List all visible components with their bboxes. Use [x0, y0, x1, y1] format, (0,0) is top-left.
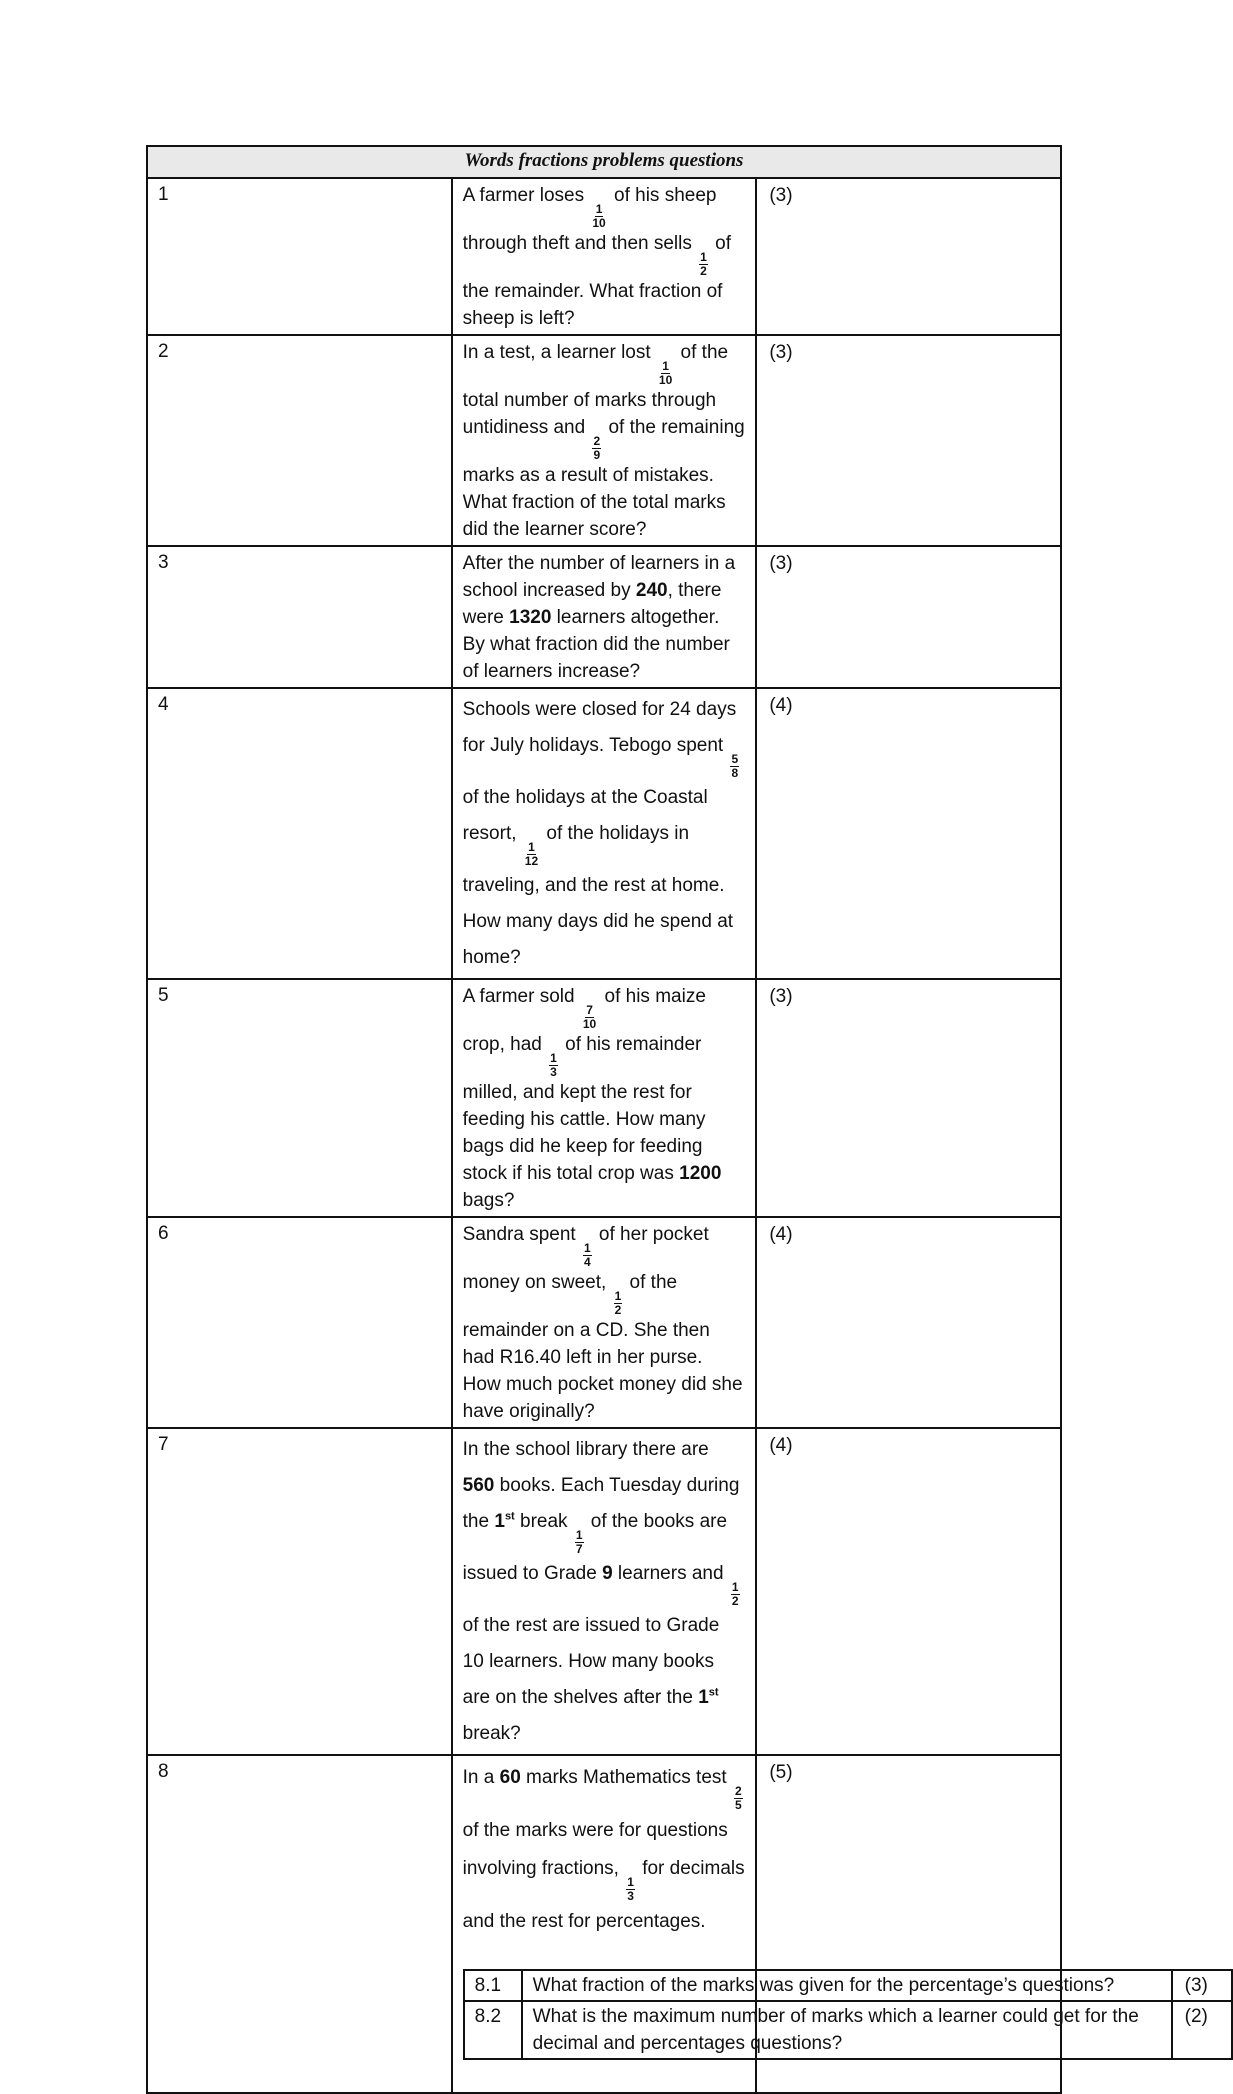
subquestion-text: What is the maximum number of marks which a learner could get for the decimal and percentages questions? [522, 2001, 1172, 2059]
question-text: A farmer sold $\frac{7}{10}$ of his maize crop, had $\frac{1}{3}$ of his remainder milled, and kept the rest for feeding his cattle. How many bags did he keep for feeding stock if his total crop was 1200 bags? [452, 979, 757, 1217]
fraction: $\frac{7}{10}$ [582, 1003, 597, 1031]
question-row [147, 335, 1061, 546]
fraction: $\frac{2}{5}$ [734, 1784, 742, 1812]
question-marks: (3) [756, 335, 1061, 546]
question-text: In a 60 marks Mathematics test $\frac{2}{5}$ of the marks were for questions involving fractions, $\frac{1}{3}$ for decimals and the rest for percentages. 8.1 What fraction of the marks was given for the percentage’s questions? (3) 8.2 What is the maximum number of marks which a learner could get for the decimal and percentages questions? (2) [452, 1755, 757, 2093]
question-number: 4 [147, 688, 452, 979]
question-marks: (5) [756, 1755, 1061, 2093]
fraction: $\frac{1}{10}$ [658, 359, 673, 387]
subquestion-number: 8.1 [464, 1970, 522, 2001]
fraction: $\frac{1}{2}$ [700, 250, 707, 278]
questions-table [146, 145, 1208, 2094]
worksheet-title: Words fractions problems questions [147, 146, 1061, 178]
question-marks: (4) [756, 1217, 1061, 1428]
fraction: $\frac{1}{3}$ [550, 1051, 557, 1079]
question-text: A farmer loses $\frac{1}{10}$ of his sheep through theft and then sells $\frac{1}{2}$ of the remainder. What fraction of sheep is left? [452, 178, 757, 335]
question-marks: (4) [756, 688, 1061, 979]
question-number: 2 [147, 335, 452, 546]
subquestion-marks: (3) [1172, 1970, 1232, 2001]
question-marks: (3) [756, 178, 1061, 335]
question-text: In a test, a learner lost $\frac{1}{10}$ of the total number of marks through untidiness and $\frac{2}{9}$ of the remaining marks as a result of mistakes. What fraction of the total marks did the learner score? [452, 335, 757, 546]
question-text: In the school library there are 560 books. Each Tuesday during the 1st break $\frac{1}{7}$ of the books are issued to Grade 9 learners and $\frac{1}{2}$ of the rest are issued to Grade 10 learners. How many books are on the shelves after the 1st break? [452, 1428, 757, 1755]
question-number: 6 [147, 1217, 452, 1428]
question-text: Sandra spent $\frac{1}{4}$ of her pocket money on sweet, $\frac{1}{2}$ of the remainder on a CD. She then had R16.40 left in her purse. How much pocket money did she have originally? [452, 1217, 757, 1428]
fraction: $\frac{1}{2}$ [731, 1580, 739, 1608]
subquestion-number: 8.2 [464, 2001, 522, 2059]
fraction: $\frac{1}{12}$ [524, 840, 539, 868]
question-number: 7 [147, 1428, 452, 1755]
fraction: $\frac{1}{7}$ [575, 1528, 583, 1556]
question-marks: (4) [756, 1428, 1061, 1755]
question-marks: (3) [756, 979, 1061, 1217]
question-row [147, 1428, 1061, 1755]
fraction: $\frac{1}{4}$ [583, 1241, 591, 1269]
fraction: $\frac{2}{9}$ [593, 434, 601, 462]
worksheet [146, 145, 1208, 2094]
question-row [147, 1217, 1061, 1428]
fraction: $\frac{5}{8}$ [731, 752, 739, 780]
question-row [147, 688, 1061, 979]
fraction: $\frac{1}{10}$ [592, 202, 606, 230]
question-number: 1 [147, 178, 452, 335]
subquestion-row [464, 1970, 1232, 2001]
question-text: After the number of learners in a school increased by 240, there were 1320 learners altogether. By what fraction did the number of learners increase? [452, 546, 757, 688]
subquestion-marks: (2) [1172, 2001, 1232, 2059]
question-row [147, 178, 1061, 335]
question-text: Schools were closed for 24 days for July holidays. Tebogo spent $\frac{5}{8}$ of the holidays at the Coastal resort, $\frac{1}{12}$ of the holidays in traveling, and the rest at home. How many days did he spend at home? [452, 688, 757, 979]
subquestion-text: What fraction of the marks was given for the percentage’s questions? [522, 1970, 1172, 2001]
question-marks: (3) [756, 546, 1061, 688]
fraction: $\frac{1}{2}$ [614, 1289, 622, 1317]
question-row [147, 1755, 1061, 2093]
question-number: 8 [147, 1755, 452, 2093]
question-number: 5 [147, 979, 452, 1217]
question-row [147, 979, 1061, 1217]
question-number: 3 [147, 546, 452, 688]
title-row [147, 146, 1061, 178]
fraction: $\frac{1}{3}$ [627, 1875, 634, 1903]
question-row [147, 546, 1061, 688]
